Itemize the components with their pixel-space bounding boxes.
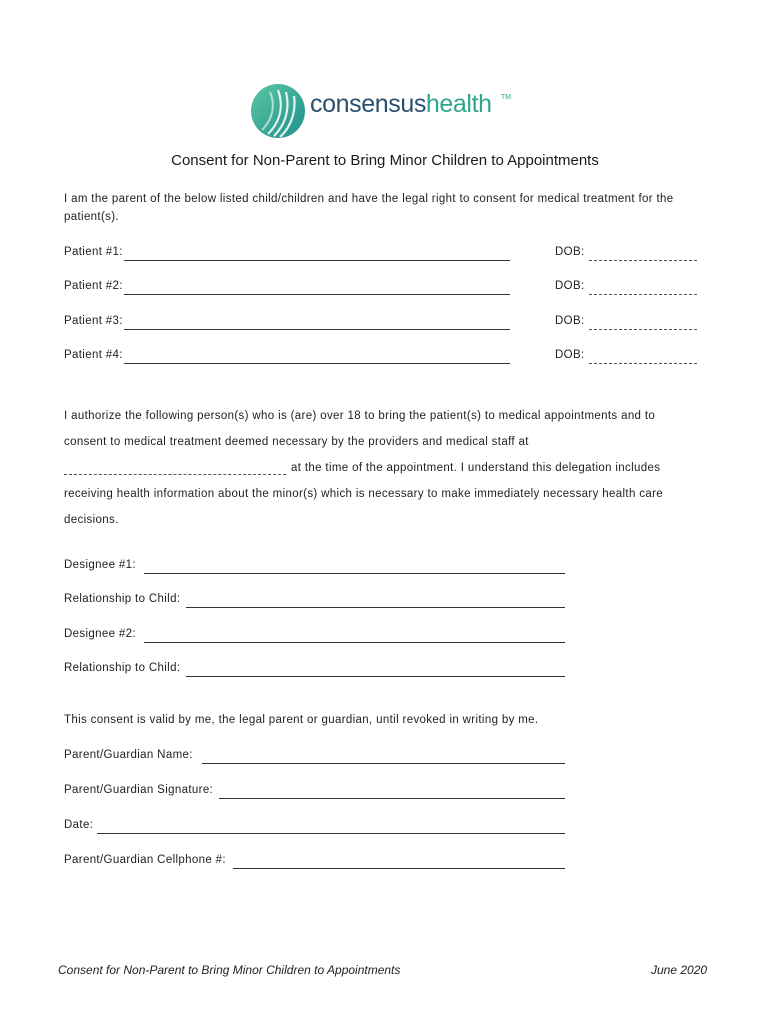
patient-4-line[interactable]	[124, 363, 510, 364]
relationship-2-label: Relationship to Child:	[64, 662, 181, 674]
logo-mark-icon	[250, 82, 306, 140]
designee-1-line[interactable]	[144, 573, 565, 574]
guardian-name-field[interactable]	[64, 749, 566, 765]
patient-2-label: Patient #2:	[64, 280, 123, 292]
relationship-2-field[interactable]	[64, 662, 566, 678]
designee-1-field[interactable]	[64, 559, 566, 575]
authorize-line-1: I authorize the following person(s) who is (are) over 18 to bring the patient(s) to medical appointments and to	[64, 410, 656, 422]
designee-2-line[interactable]	[144, 642, 565, 643]
guardian-cellphone-label: Parent/Guardian Cellphone #:	[64, 854, 226, 866]
logo-word-consensus: consensus	[310, 90, 426, 118]
patient-3-dob-line[interactable]	[589, 329, 697, 330]
footer-title: Consent for Non-Parent to Bring Minor Children to Appointments	[58, 963, 401, 977]
consensus-health-logo	[250, 80, 530, 142]
guardian-name-line[interactable]	[202, 763, 565, 764]
intro-line-1: I am the parent of the below listed child/children and have the legal right to consent for medical treatment for the	[64, 193, 674, 205]
patient-1-line[interactable]	[124, 260, 510, 261]
document-title: Consent for Non-Parent to Bring Minor Children to Appointments	[171, 152, 599, 169]
authorize-line-4: receiving health information about the minor(s) which is necessary to make immediately necessary health care	[64, 488, 664, 500]
authorize-line-2: consent to medical treatment deemed necessary by the providers and medical staff at	[64, 436, 529, 448]
designee-2-label: Designee #2:	[64, 628, 136, 640]
guardian-signature-label: Parent/Guardian Signature:	[64, 784, 214, 796]
facility-blank-line[interactable]	[64, 474, 286, 475]
dob-label: DOB:	[555, 246, 585, 258]
patient-1-label: Patient #1:	[64, 246, 123, 258]
guardian-name-label: Parent/Guardian Name:	[64, 749, 193, 761]
patient-4-dob-line[interactable]	[589, 363, 697, 364]
patient-4-dob-field[interactable]	[555, 349, 700, 365]
logo-wordmark	[310, 90, 492, 119]
date-field[interactable]	[64, 819, 566, 835]
date-label: Date:	[64, 819, 94, 831]
relationship-1-line[interactable]	[186, 607, 565, 608]
patient-1-dob-line[interactable]	[589, 260, 697, 261]
guardian-cellphone-field[interactable]	[64, 854, 566, 870]
patient-2-field[interactable]	[64, 280, 512, 296]
patient-1-field[interactable]	[64, 246, 512, 262]
patient-3-label: Patient #3:	[64, 315, 123, 327]
footer-date: June 2020	[651, 963, 708, 977]
logo-word-health: health	[425, 90, 492, 118]
patient-4-field[interactable]	[64, 349, 512, 365]
relationship-2-line[interactable]	[186, 676, 565, 677]
dob-label: DOB:	[555, 349, 585, 361]
patient-1-dob-field[interactable]	[555, 246, 700, 262]
relationship-1-label: Relationship to Child:	[64, 593, 181, 605]
validity-statement: This consent is valid by me, the legal parent or guardian, until revoked in writing by me.	[64, 714, 539, 726]
guardian-signature-line[interactable]	[219, 798, 565, 799]
patient-3-line[interactable]	[124, 329, 510, 330]
patient-2-dob-line[interactable]	[589, 294, 697, 295]
authorize-line-3: at the time of the appointment. I understand this delegation includes	[291, 462, 661, 474]
authorize-line-5: decisions.	[64, 514, 119, 526]
guardian-signature-field[interactable]	[64, 784, 566, 800]
intro-line-2: patient(s).	[64, 211, 119, 223]
designee-2-field[interactable]	[64, 628, 566, 644]
patient-3-field[interactable]	[64, 315, 512, 331]
relationship-1-field[interactable]	[64, 593, 566, 609]
date-line[interactable]	[97, 833, 565, 834]
patient-2-dob-field[interactable]	[555, 280, 700, 296]
dob-label: DOB:	[555, 280, 585, 292]
dob-label: DOB:	[555, 315, 585, 327]
designee-1-label: Designee #1:	[64, 559, 136, 571]
logo-trademark: TM	[501, 94, 512, 101]
patient-2-line[interactable]	[124, 294, 510, 295]
patient-3-dob-field[interactable]	[555, 315, 700, 331]
patient-4-label: Patient #4:	[64, 349, 123, 361]
guardian-cellphone-line[interactable]	[233, 868, 565, 869]
